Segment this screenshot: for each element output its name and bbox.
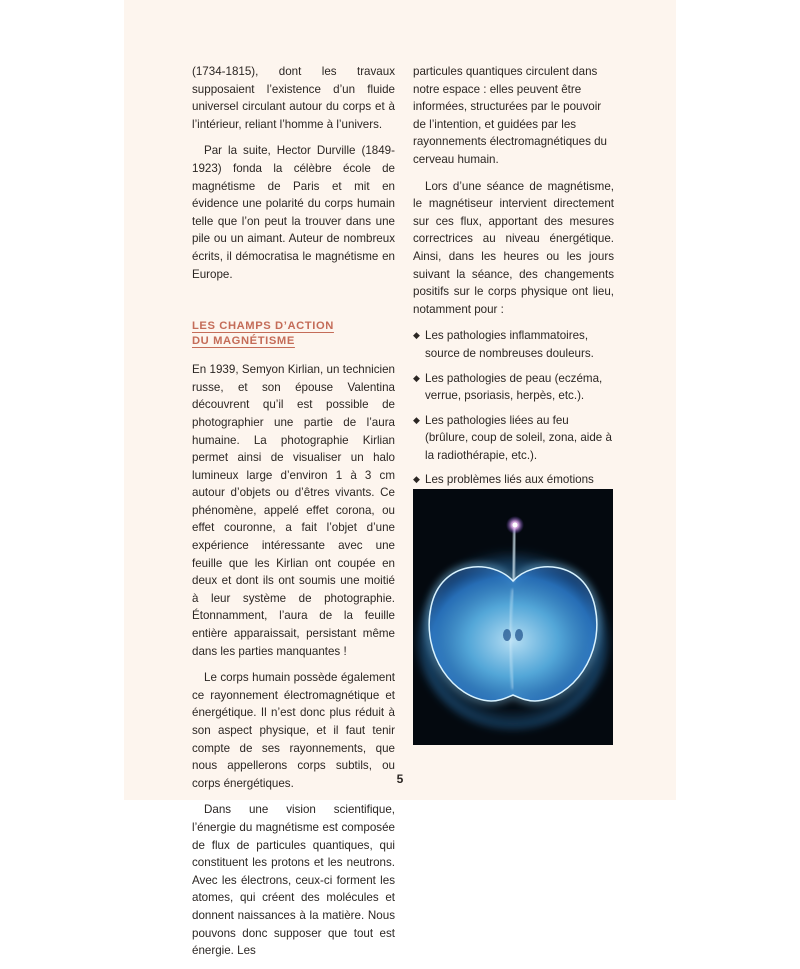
section-heading [192, 319, 395, 349]
diamond-bullet-icon: ◆ [413, 372, 420, 383]
paragraph: Le corps humain possède également ce rayonnement électromagnétique et énergétique. Il n’est donc plus réduit à son aspect physique, et il faut tenir compte de ses rayonnements, que nous appellerons corps subtils, ou corps énergétiques. [192, 671, 395, 790]
diamond-bullet-icon: ◆ [413, 414, 420, 425]
list-item-text: Les problèmes liés aux émotions [425, 473, 594, 487]
corona-apple-illustration [413, 489, 613, 745]
paragraph: (1734-1815), dont les travaux supposaient l’existence d’un fluide universel circulant autour du corps et à l’intérieur, reliant l’homme à l’univers. [192, 65, 395, 131]
list-item-text: Les pathologies liées au feu (brûlure, coup de soleil, zona, aide à la radiothérapie, etc.). [425, 413, 612, 462]
paragraph: En 1939, Semyon Kirlian, un technicien russe, et son épouse Valentina découvrent qu’il est possible de photographier une partie de l’aura humaine. La photographie Kirlian permet ainsi de visualiser un halo lumineux large d’environ 1 à 3 cm autour d’objets ou d’êtres vivants. Ce phénomène, appelé effet corona, ou effet couronne, a fait l’objet d’une expérience intéressante avec une feuille que les Kirlian ont coupée en deux et dont ils ont soumis une moitié à leur système de photographie. Étonnamment, l’aura de la feuille entière apparaissait, persistant même dans les parties manquantes ! [192, 363, 395, 658]
paragraph: Par la suite, Hector Durville (1849-1923) fonda la célèbre école de magnétisme de Paris et mit en évidence une polarité du corps humain telle que l’on peut la trouver dans une pile ou un aimant. Auteur de nombreux écrits, il démocratisa le magnétisme en Europe. [192, 144, 395, 281]
paragraph: particules quantiques circulent dans notre espace : elles peuvent être informées, structurées par le pouvoir de l’intention, et guidées par les rayonnements électromagnétiques du cerveau humain. [413, 65, 607, 166]
section-heading-line: DU MAGNÉTISME [192, 335, 295, 348]
paragraph: Dans une vision scientifique, l’énergie du magnétisme est composée de flux de particules quantiques, qui constituent les protons et les neutrons. Avec les électrons, ceux-ci forment les atomes, qui créent des molécules et donnent naissances à la matière. Nous pouvons donc supposer que tout est énergie. Les [192, 803, 395, 958]
list-item [413, 370, 614, 405]
section-heading-line: LES CHAMPS D’ACTION [192, 320, 334, 333]
diamond-bullet-icon: ◆ [413, 330, 420, 341]
kirlian-apple-photo [413, 489, 613, 745]
list-item [413, 412, 614, 465]
list-item-text: Les pathologies inflammatoires, source de nombreuses douleurs. [425, 329, 594, 360]
left-column [192, 63, 395, 969]
book-page [124, 0, 676, 958]
list-item-text: Les pathologies de peau (eczéma, verrue, psoriasis, herpès, etc.). [425, 371, 603, 403]
list-item [413, 327, 614, 362]
paragraph: Lors d’une séance de magnétisme, le magnétiseur intervient directement sur ces flux, apportant des mesures correctrices au niveau énergétique. Ainsi, dans les heures ou les jours suivant la séance, des changements positifs sur le corps physique ont lieu, notamment pour : [413, 179, 614, 316]
page-number: 5 [396, 772, 404, 786]
diamond-bullet-icon: ◆ [413, 474, 420, 485]
